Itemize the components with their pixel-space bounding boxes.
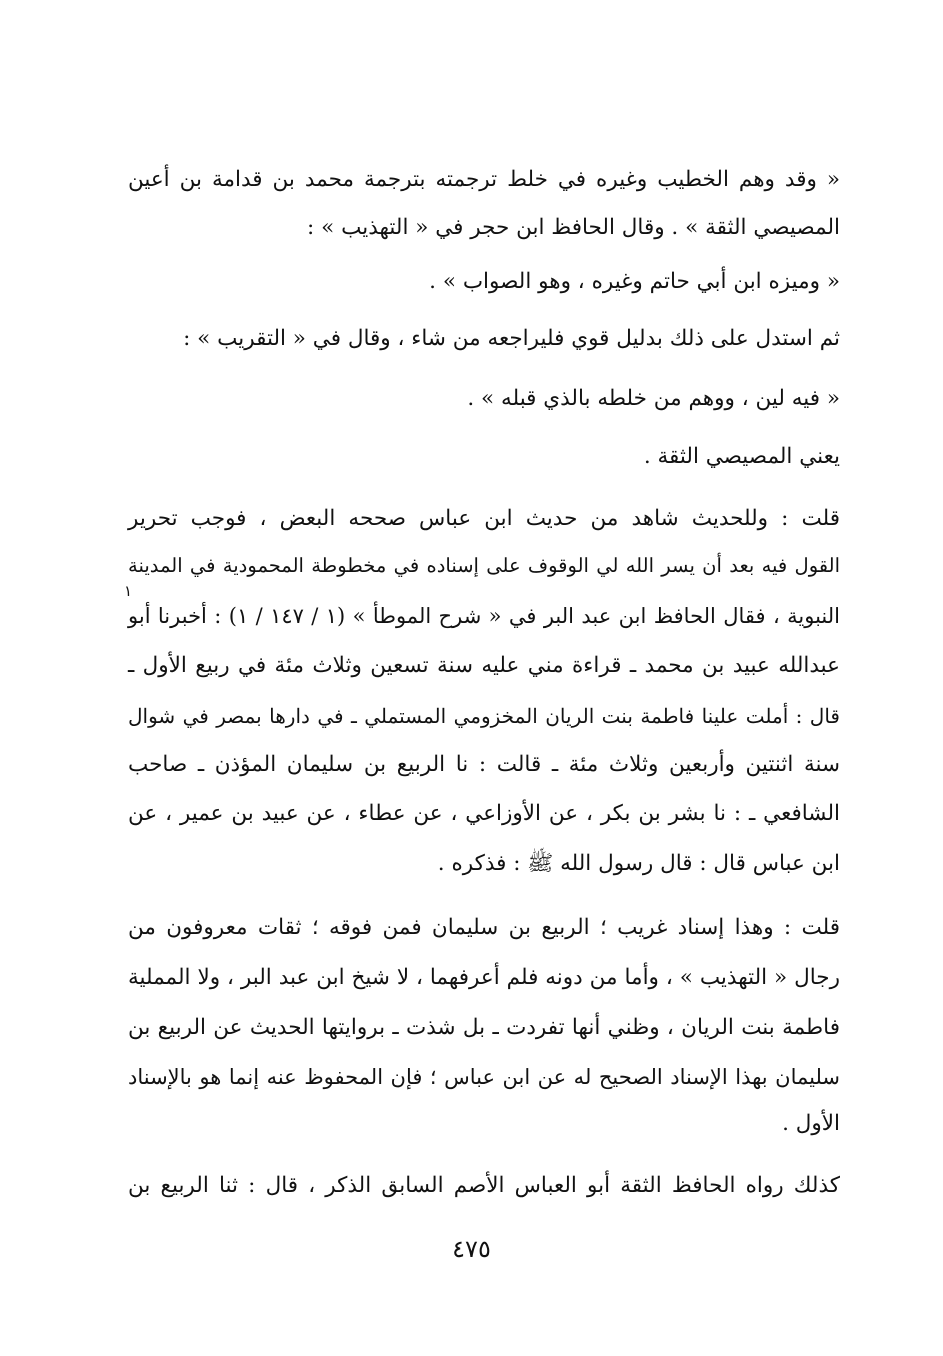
- text-line: « وقد وهم الخطيب وغيره في خلط ترجمته بترجمة محمد بن قدامة بن أعين: [128, 167, 840, 192]
- text-line: رجال « التهذيب » ، وأما من دونه فلم أعرفهما ، لا شيخ ابن عبد البر ، ولا المملية: [128, 965, 840, 990]
- page-number: ٤٧٥: [452, 1235, 491, 1263]
- quote-line: « وميزه ابن أبي حاتم وغيره ، وهو الصواب » .: [429, 269, 840, 294]
- text-line: قال : أملت علينا فاطمة بنت الريان المخزومي المستملي ـ في دارها بمصر في شوال: [128, 704, 840, 728]
- text-line: كذلك رواه الحافظ الثقة أبو العباس الأصم السابق الذكر ، قال : ثنا الربيع بن: [128, 1173, 840, 1198]
- text-line: المصيصي الثقة » . وقال الحافظ ابن حجر في « التهذيب » :: [307, 215, 840, 240]
- text-line: قلت : وهذا إسناد غريب ؛ الربيع بن سليمان فمن فوقه ؛ ثقات معروفون من: [128, 915, 840, 940]
- text-line: ابن عباس قال : قال رسول الله ﷺ : فذكره .: [437, 851, 840, 876]
- text-line: الأول .: [782, 1111, 840, 1136]
- quote-line: « فيه لين ، ووهم من خلطه بالذي قبله » .: [467, 386, 840, 411]
- text-line: سليمان بهذا الإسناد الصحيح له عن ابن عباس ؛ فإن المحفوظ عنه إنما هو بالإسناد: [128, 1065, 840, 1089]
- text-line: ثم استدل على ذلك بدليل قوي فليراجعه من شاء ، وقال في « التقريب » :: [183, 326, 840, 351]
- text-line: سنة اثنتين وأربعين وثلاث مئة ـ قالت : نا الربيع بن سليمان المؤذن ـ صاحب: [128, 752, 840, 777]
- text-line: النبوية ، فقال الحافظ ابن عبد البر في « شرح الموطأ » (١ / ١٤٧ / ١) : أخبرنا أبو: [128, 604, 840, 628]
- text-line: فاطمة بنت الريان ، وظني أنها تفردت ـ بل شذت ـ بروايتها الحديث عن الربيع بن: [128, 1015, 840, 1040]
- margin-mark: ١: [124, 582, 133, 600]
- text-line: قلت : وللحديث شاهد من حديث ابن عباس صححه البعض ، فوجب تحرير: [128, 506, 840, 531]
- text-line: عبدالله عبيد بن محمد ـ قراءة مني عليه سنة تسعين وثلاث مئة في ربيع الأول ـ: [128, 653, 840, 678]
- text-line: القول فيه بعد أن يسر الله لي الوقوف على إسناده في مخطوطة المحمودية في المدينة: [128, 554, 840, 577]
- text-line: يعني المصيصي الثقة .: [643, 444, 840, 469]
- text-line: الشافعي ـ : نا بشر بن بكر ، عن الأوزاعي ، عن عطاء ، عن عبيد بن عمير ، عن: [128, 801, 840, 826]
